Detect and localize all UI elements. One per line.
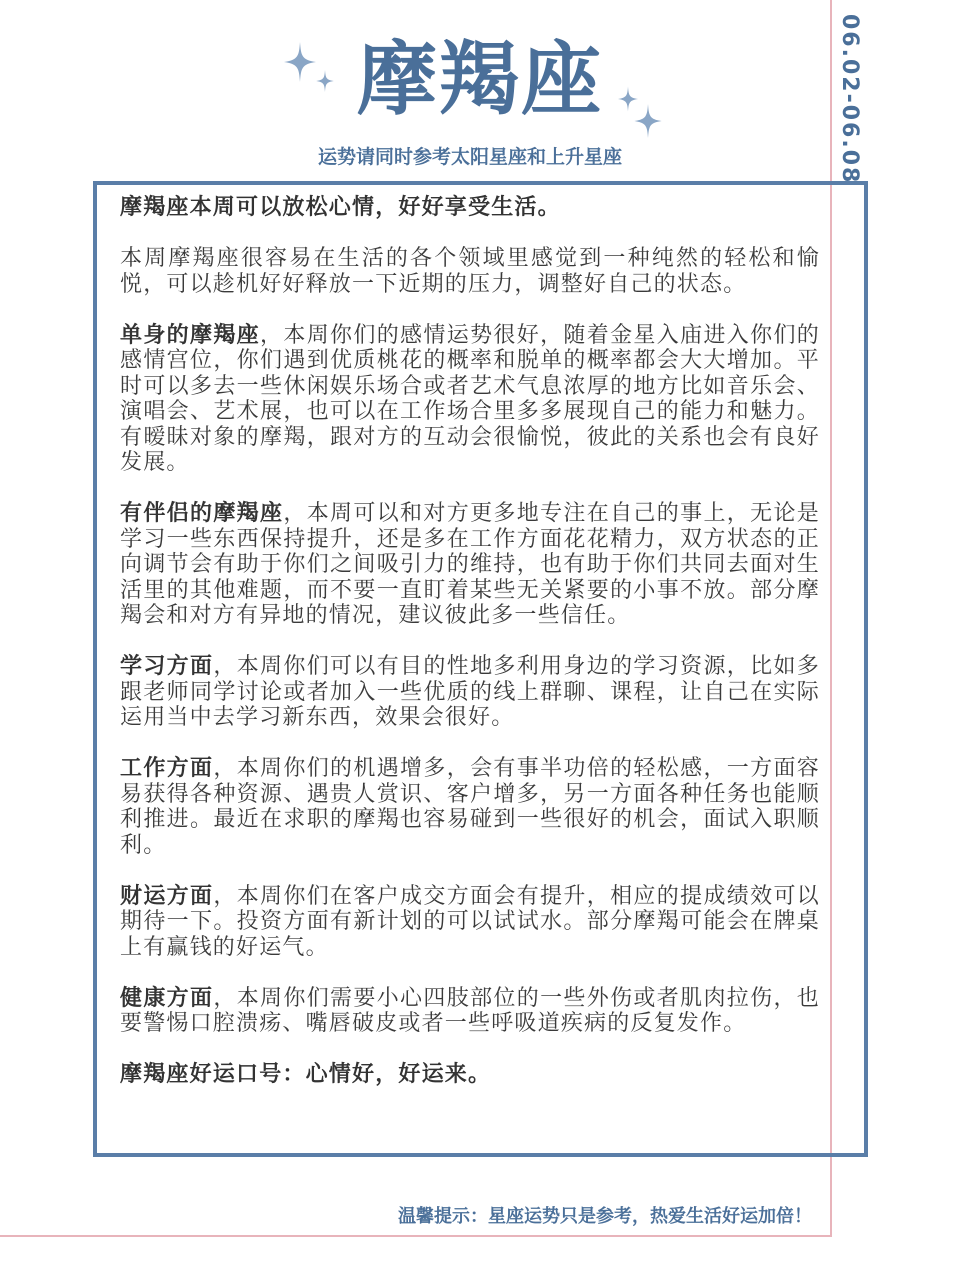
slogan: 摩羯座好运口号：心情好，好运来。 <box>120 1062 492 1087</box>
date-range: 06.02-06.08 <box>837 14 862 185</box>
section-health: 健康方面，本周你们需要小心四肢部位的一些外伤或者肌肉拉伤，也要警惕口腔溃疡、嘴唇破皮或者一些呼吸道疾病的反复发作。 <box>120 985 820 1036</box>
section-couple: 有伴侣的摩羯座，本周可以和对方更多地专注在自己的事上，无论是学习一些东西保持提升，还是多在工作方面花花精力，双方状态的正向调节会有助于你们之间吸引力的维持，也有助于你们共同去面对生活里的其他难题，而不要一直盯着某些无关紧要的小事不放。部分摩羯会和对方有异地的情况，建议彼此多一些信任。 <box>120 501 820 628</box>
intro-paragraph: 本周摩羯座很容易在生活的各个领域里感觉到一种纯然的轻松和愉悦，可以趁机好好释放一下近期的压力，调整好自己的状态。 <box>120 246 820 297</box>
decorative-horizontal-line <box>0 1235 832 1237</box>
page-subtitle: 运势请同时参考太阳星座和上升星座 <box>317 146 622 168</box>
section-study: 学习方面，本周你们可以有目的性地多利用身边的学习资源，比如多跟老师同学讨论或者加入一些优质的线上群聊、课程，让自己在实际运用当中去学习新东西，效果会很好。 <box>120 654 820 730</box>
section-single: 单身的摩羯座，本周你们的感情运势很好，随着金星入庙进入你们的感情宫位，你们遇到优质桃花的概率和脱单的概率都会大大增加。平时可以多去一些休闲娱乐场合或者艺术气息浓厚的地方比如音乐会、演唱会、艺术展，也可以在工作场合里多多展现自己的能力和魅力。有暧昧对象的摩羯，跟对方的互动会很愉悦，彼此的关系也会有良好发展。 <box>120 322 820 475</box>
page-title: 摩羯座 <box>357 33 603 126</box>
section-work: 工作方面，本周你们的机遇增多，会有事半功倍的轻松感，一方面容易获得各种资源、遇贵人赏识、客户增多，另一方面各种任务也能顺利推进。最近在求职的摩羯也容易碰到一些很好的机会，面试入职顺利。 <box>120 756 820 858</box>
headline: 摩羯座本周可以放松心情，好好享受生活。 <box>120 195 561 220</box>
section-wealth: 财运方面，本周你们在客户成交方面会有提升，相应的提成绩效可以期待一下。投资方面有新计划的可以试试水。部分摩羯可能会在牌桌上有赢钱的好运气。 <box>120 883 820 960</box>
horoscope-content <box>120 195 820 1113</box>
footer-note: 温馨提示：星座运势只是参考，热爱生活好运加倍！ <box>398 1206 812 1227</box>
